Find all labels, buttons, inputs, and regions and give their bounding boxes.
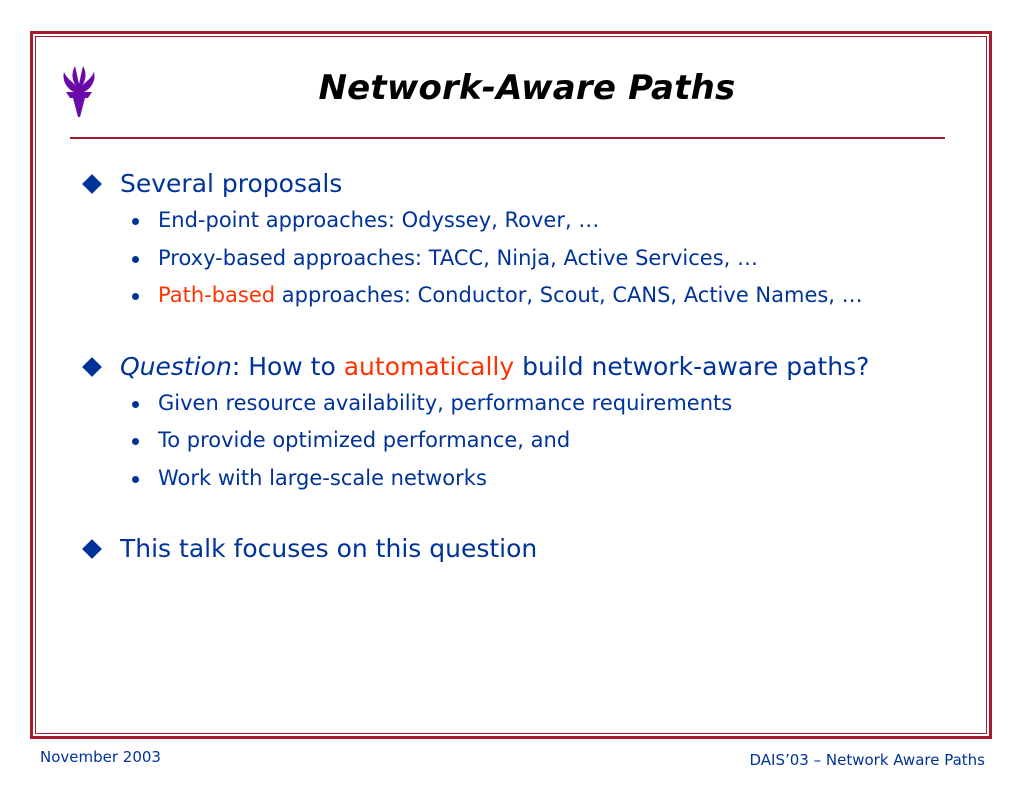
question-label: Question bbox=[120, 351, 232, 381]
diamond-bullet-icon bbox=[82, 357, 102, 377]
title-divider bbox=[70, 137, 945, 139]
bullet-text: Proxy-based approaches: TACC, Ninja, Active Services, … bbox=[158, 245, 758, 270]
diamond-bullet-icon bbox=[82, 174, 102, 194]
bullet-level2 bbox=[82, 202, 982, 240]
bullet-text: Several proposals bbox=[120, 169, 343, 198]
bullet-level2 bbox=[82, 385, 982, 423]
bullet-text-rest: build network-aware paths? bbox=[514, 351, 870, 381]
dot-bullet-icon bbox=[132, 293, 139, 300]
bullet-level2 bbox=[82, 422, 982, 460]
footer-event: DAIS’03 – Network Aware Paths bbox=[749, 751, 985, 769]
bullet-text bbox=[120, 349, 869, 385]
slide-content bbox=[82, 166, 982, 601]
bullet-text-part: : How to bbox=[231, 351, 344, 381]
dot-bullet-icon bbox=[132, 256, 139, 263]
bullet-level1 bbox=[82, 349, 982, 385]
bullet-level2 bbox=[82, 277, 982, 315]
dot-bullet-icon bbox=[132, 438, 139, 445]
bullet-text: End-point approaches: Odyssey, Rover, … bbox=[158, 208, 600, 232]
section-question bbox=[82, 349, 982, 498]
bullet-text: This talk focuses on this question bbox=[120, 534, 538, 563]
bullet-level2 bbox=[82, 240, 982, 278]
footer-date: November 2003 bbox=[40, 748, 161, 766]
section-proposals bbox=[82, 166, 982, 315]
bullet-text: To provide optimized performance, and bbox=[158, 428, 571, 452]
slide-title: Network-Aware Paths bbox=[318, 68, 736, 108]
bullet-level1 bbox=[82, 531, 982, 567]
bullet-text: Work with large-scale networks bbox=[158, 465, 487, 490]
diamond-bullet-icon bbox=[82, 539, 102, 559]
highlight-text: automatically bbox=[343, 351, 515, 381]
dot-bullet-icon bbox=[132, 476, 139, 483]
bullet-text-rest: approaches: Conductor, Scout, CANS, Active Names, … bbox=[275, 283, 863, 307]
bullet-level1 bbox=[82, 166, 982, 202]
bullet-level2 bbox=[82, 460, 982, 498]
bullet-text: Given resource availability, performance requirements bbox=[158, 390, 733, 415]
dot-bullet-icon bbox=[132, 218, 139, 225]
highlight-text: Path-based bbox=[158, 283, 276, 307]
section-talk-focus bbox=[82, 531, 982, 567]
bullet-text bbox=[158, 277, 863, 314]
dot-bullet-icon bbox=[132, 401, 139, 408]
